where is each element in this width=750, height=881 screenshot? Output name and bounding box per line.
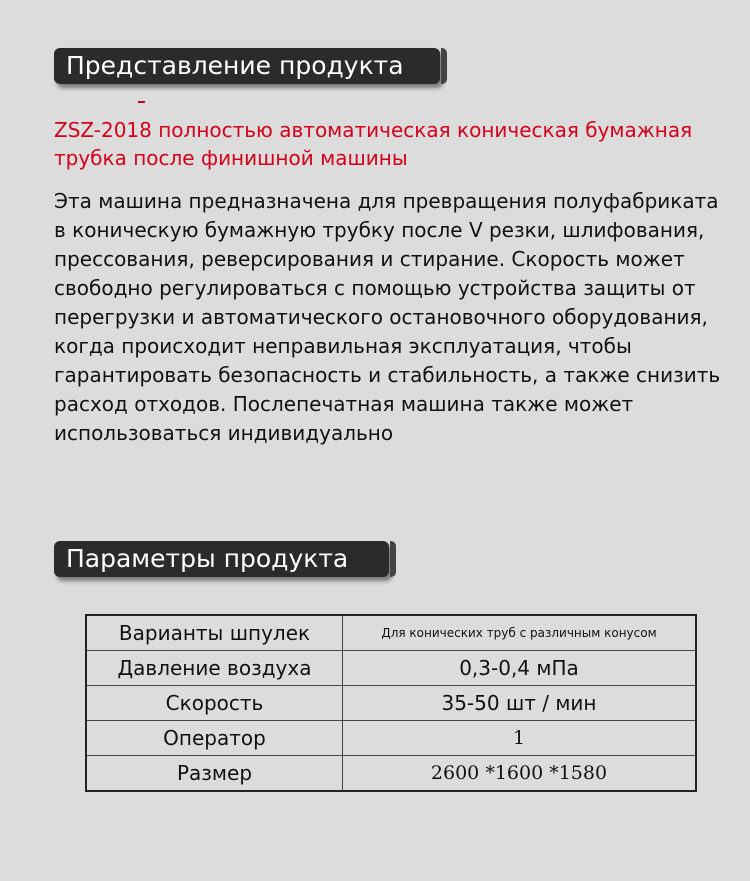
- product-subtitle: ZSZ-2018 полностью автоматическая коническая бумажная трубка после финишной машины: [54, 118, 693, 170]
- table-row: [86, 756, 696, 792]
- param-value: 35-50 шт / мин: [343, 686, 697, 721]
- header-notch: [441, 48, 447, 84]
- section-header-intro: [54, 48, 440, 84]
- param-key: Скорость: [86, 686, 343, 721]
- param-key: Размер: [86, 756, 343, 792]
- section-header-params: [54, 541, 389, 577]
- table-row: [86, 686, 696, 721]
- table-row: [86, 651, 696, 686]
- section-title-intro: Представление продукта: [66, 51, 404, 80]
- param-value: Для конических труб с различным конусом: [343, 615, 697, 651]
- product-description: Эта машина предназначена для превращения полуфабриката в коническую бумажную трубку после V резки, шлифования, прессования, реверсирования и стирание. Скорость может свободно регулироваться с помощью устройства защиты от перегрузки и автоматического остановочного оборудования, когда происходит неправильная эксплуатация, чтобы гарантировать безопасность и стабильность, а также снизить расход отходов. Послепечатная машина также может использоваться индивидуально: [54, 189, 721, 445]
- param-value: 1: [343, 721, 697, 756]
- param-value: 0,3-0,4 мПа: [343, 651, 697, 686]
- param-value: 2600 *1600 *1580: [343, 756, 697, 792]
- param-key: Оператор: [86, 721, 343, 756]
- header-notch: [390, 541, 396, 577]
- params-table: [85, 614, 697, 792]
- section-title-params: Параметры продукта: [66, 544, 349, 573]
- param-key: Давление воздуха: [86, 651, 343, 686]
- param-key: Варианты шпулек: [86, 615, 343, 651]
- red-accent-mark: [138, 101, 145, 103]
- table-row: [86, 721, 696, 756]
- table-row: [86, 615, 696, 651]
